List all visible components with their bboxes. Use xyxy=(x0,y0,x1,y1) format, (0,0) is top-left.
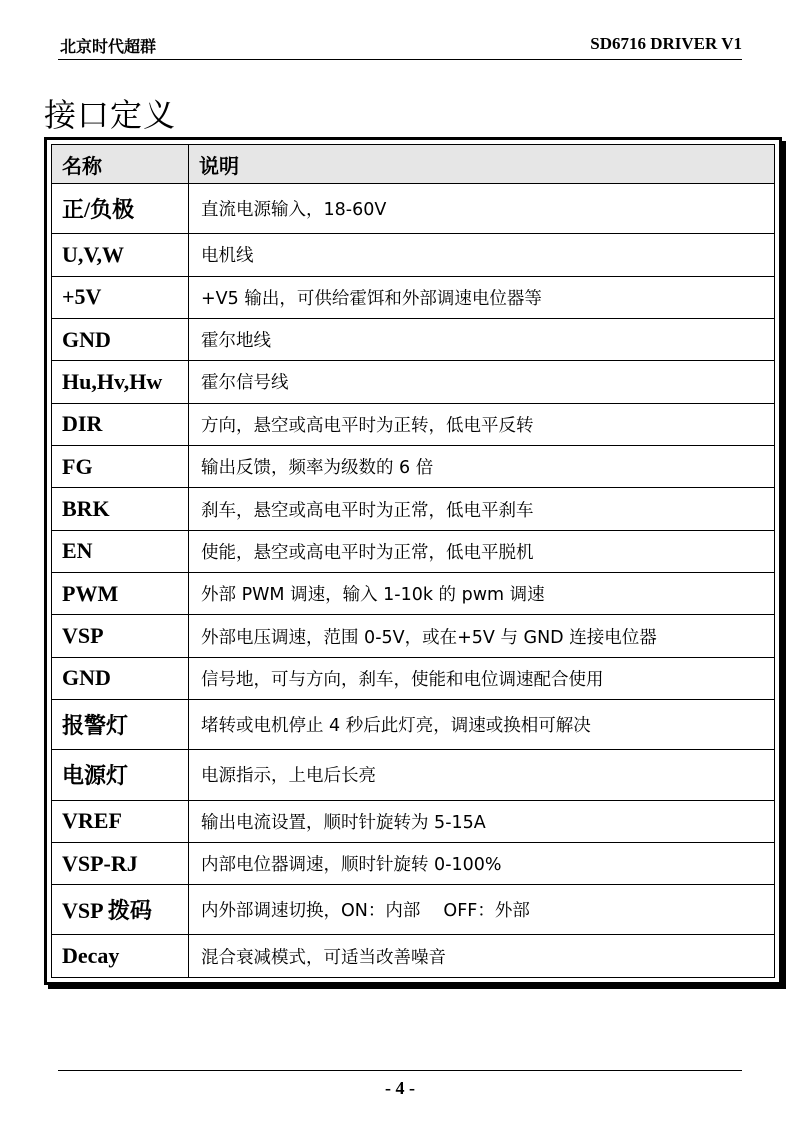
interface-table xyxy=(51,144,775,978)
table-row xyxy=(52,361,775,403)
row-description-cell: 电源指示，上电后长亮 xyxy=(189,750,775,800)
row-description-cell: 霍尔地线 xyxy=(189,318,775,360)
row-description-cell: +V5 输出，可供给霍饵和外部调速电位器等 xyxy=(189,276,775,318)
row-name-cell: 正/负极 xyxy=(52,184,189,234)
row-description-cell: 霍尔信号线 xyxy=(189,361,775,403)
table-row xyxy=(52,935,775,978)
interface-table-frame xyxy=(44,137,782,985)
row-description-cell: 刹车，悬空或高电平时为正常，低电平刹车 xyxy=(189,488,775,530)
table-header-row xyxy=(52,145,775,184)
row-description-cell: 直流电源输入，18-60V xyxy=(189,184,775,234)
table-row xyxy=(52,615,775,657)
table-body xyxy=(52,184,775,978)
row-description-cell: 内外部调速切换，ON：内部 OFF：外部 xyxy=(189,885,775,935)
row-name-cell: Decay xyxy=(52,935,189,978)
row-name-cell: GND xyxy=(52,318,189,360)
row-name-cell: U,V,W xyxy=(52,234,189,276)
row-description-cell: 内部电位器调速，顺时针旋转 0-100% xyxy=(189,842,775,884)
row-description-cell: 外部 PWM 调速，输入 1-10k 的 pwm 调速 xyxy=(189,573,775,615)
row-description-cell: 外部电压调速，范围 0-5V，或在+5V 与 GND 连接电位器 xyxy=(189,615,775,657)
column-header-description: 说明 xyxy=(189,145,775,184)
row-name-cell: +5V xyxy=(52,276,189,318)
table-row xyxy=(52,800,775,842)
table-row xyxy=(52,842,775,884)
row-name-cell: BRK xyxy=(52,488,189,530)
row-description-cell: 使能，悬空或高电平时为正常，低电平脱机 xyxy=(189,530,775,572)
row-name-cell: DIR xyxy=(52,403,189,445)
row-name-cell: 报警灯 xyxy=(52,700,189,750)
row-description-cell: 输出电流设置，顺时针旋转为 5-15A xyxy=(189,800,775,842)
page-header xyxy=(58,30,742,60)
page-number: - 4 - xyxy=(385,1078,415,1098)
row-name-cell: GND xyxy=(52,657,189,699)
table-row xyxy=(52,700,775,750)
row-name-cell: VSP xyxy=(52,615,189,657)
table-row xyxy=(52,234,775,276)
row-description-cell: 方向，悬空或高电平时为正转，低电平反转 xyxy=(189,403,775,445)
row-name-cell: EN xyxy=(52,530,189,572)
table-row xyxy=(52,488,775,530)
section-title: 接口定义 xyxy=(44,96,177,134)
row-description-cell: 输出反馈，频率为级数的 6 倍 xyxy=(189,446,775,488)
footer-divider xyxy=(58,1070,742,1071)
row-name-cell: FG xyxy=(52,446,189,488)
table-row xyxy=(52,885,775,935)
column-header-name: 名称 xyxy=(52,145,189,184)
table-row xyxy=(52,530,775,572)
table-row xyxy=(52,276,775,318)
table-row xyxy=(52,184,775,234)
company-name: 北京时代超群 xyxy=(60,37,157,56)
row-description-cell: 电机线 xyxy=(189,234,775,276)
row-name-cell: PWM xyxy=(52,573,189,615)
row-description-cell: 信号地，可与方向，刹车，使能和电位调速配合使用 xyxy=(189,657,775,699)
table-row xyxy=(52,318,775,360)
product-name: SD6716 DRIVER V1 xyxy=(590,34,742,53)
row-name-cell: Hu,Hv,Hw xyxy=(52,361,189,403)
table-row xyxy=(52,657,775,699)
row-name-cell: 电源灯 xyxy=(52,750,189,800)
table-row xyxy=(52,446,775,488)
table-row xyxy=(52,750,775,800)
row-description-cell: 混合衰减模式，可适当改善噪音 xyxy=(189,935,775,978)
table-row xyxy=(52,573,775,615)
row-description-cell: 堵转或电机停止 4 秒后此灯亮，调速或换相可解决 xyxy=(189,700,775,750)
row-name-cell: VSP 拨码 xyxy=(52,885,189,935)
table-row xyxy=(52,403,775,445)
row-name-cell: VREF xyxy=(52,800,189,842)
row-name-cell: VSP-RJ xyxy=(52,842,189,884)
